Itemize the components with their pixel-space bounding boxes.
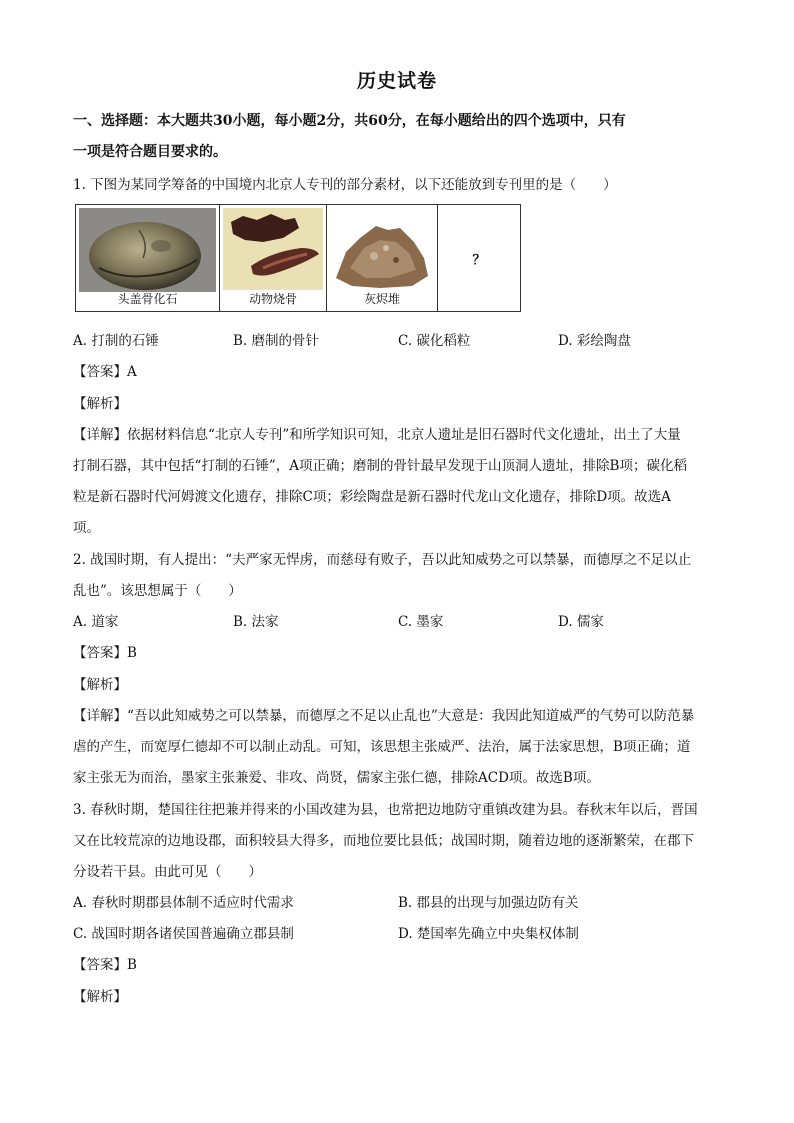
section-heading-line1: 一、选择题：本大题共30小题，每小题2分，共60分，在每小题给出的四个选项中，只有 xyxy=(73,113,626,129)
q1-analysis-label: 【解析】 xyxy=(73,396,127,412)
q1-detail-line3: 粒是新石器时代河姆渡文化遗存，排除C项；彩绘陶盘是新石器时代龙山文化遗存，排除D项。故选A xyxy=(73,489,671,505)
caption-skull: 头盖骨化石 xyxy=(117,292,178,306)
question-3-stem-line3: 分设若干县。由此可见（ ） xyxy=(73,864,262,880)
q2-analysis-label: 【解析】 xyxy=(73,677,127,693)
q1-option-c: C. 碳化稻粒 xyxy=(398,333,471,349)
question-3-stem-line2: 又在比较荒凉的边地设郡，面积较县大得多，而地位要比县低；战国时期，随着边地的逐渐繁荣，在郡下 xyxy=(73,833,694,849)
figure-cell-bone xyxy=(220,205,327,312)
q3-option-a: A. 春秋时期郡县体制不适应时代需求 xyxy=(73,895,294,911)
caption-ash: 灰烬堆 xyxy=(363,292,400,306)
q3-analysis-label: 【解析】 xyxy=(73,989,127,1005)
q3-answer: 【答案】B xyxy=(73,957,137,973)
caption-bone: 动物烧骨 xyxy=(248,292,297,306)
q1-option-a: A. 打制的石锤 xyxy=(73,333,159,349)
q1-answer: 【答案】A xyxy=(73,364,137,380)
question-3-stem-line1: 3. 春秋时期，楚国往往把兼并得来的小国改建为县，也常把边地防守重镇改建为县。春秋末年以后，晋国 xyxy=(73,802,698,818)
q2-answer: 【答案】B xyxy=(73,645,137,661)
figure-cell-ash xyxy=(327,205,438,312)
q1-detail-line2: 打制石器，其中包括“打制的石锤”，A项正确；磨制的骨针最早发现于山顶洞人遗址，排除B项；碳化稻 xyxy=(73,458,687,474)
figure-cell-unknown xyxy=(438,205,521,312)
page-title: 历史试卷 xyxy=(356,70,437,92)
figure-cell-skull xyxy=(76,205,220,312)
question-2-stem-line1: 2. 战国时期，有人提出：“夫严家无悍虏，而慈母有败子，吾以此知威势之可以禁暴，而德厚之不足以止 xyxy=(73,552,692,568)
q2-detail-line1: 【详解】“吾以此知威势之可以禁暴，而德厚之不足以止乱也”大意是：我因此知道威严的气势可以防范暴 xyxy=(73,708,695,724)
q2-option-d: D. 儒家 xyxy=(558,614,604,630)
question-1-stem: 1. 下图为某同学筹备的中国境内北京人专刊的部分素材，以下还能放到专刊里的是（ ） xyxy=(73,177,617,193)
q2-detail-line3: 家主张无为而治，墨家主张兼爱、非攻、尚贤，儒家主张仁德，排除ACD项。故选B项。 xyxy=(73,770,600,786)
q1-option-b: B. 磨制的骨针 xyxy=(233,333,320,349)
question-1-figure xyxy=(75,204,521,312)
unknown-mark: ？ xyxy=(472,253,486,268)
q2-detail-line2: 虐的产生，而宽厚仁德却不可以制止动乱。可知，该思想主张威严、法治，属于法家思想，B项正确；道 xyxy=(73,739,691,755)
q1-option-d: D. 彩绘陶盘 xyxy=(558,333,631,349)
q2-option-c: C. 墨家 xyxy=(398,614,444,630)
q2-option-a: A. 道家 xyxy=(73,614,119,630)
q3-option-c: C. 战国时期各诸侯国普遍确立郡县制 xyxy=(73,926,294,942)
skull-fossil-image xyxy=(79,208,216,292)
burnt-bone-image xyxy=(223,208,323,290)
question-2-stem-line2: 乱也”。该思想属于（ ） xyxy=(73,583,242,599)
q2-option-b: B. 法家 xyxy=(233,614,279,630)
q3-option-b: B. 郡县的出现与加强边防有关 xyxy=(398,895,579,911)
section-heading-line2: 一项是符合题目要求的。 xyxy=(73,144,227,160)
q1-detail-line4: 项。 xyxy=(73,520,100,536)
ash-pile-image xyxy=(330,208,434,292)
q1-detail-line1: 【详解】依据材料信息“北京人专刊”和所学知识可知，北京人遗址是旧石器时代文化遗址，出土了大量 xyxy=(73,427,681,443)
q3-option-d: D. 楚国率先确立中央集权体制 xyxy=(398,926,579,942)
